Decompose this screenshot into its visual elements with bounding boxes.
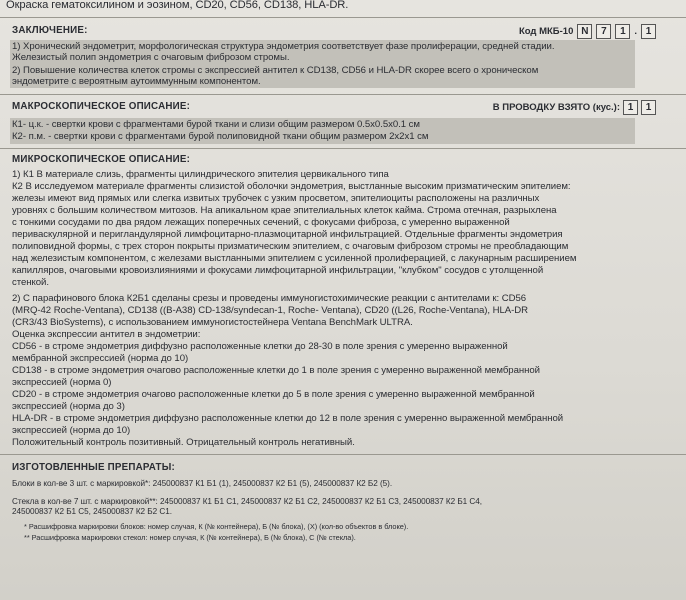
conclusion-heading: ЗАКЛЮЧЕНИЕ: xyxy=(12,25,88,36)
pieces-box: 1 xyxy=(641,100,656,115)
conclusion-line: эндометрите с вероятным аутоиммунным компонентом. xyxy=(12,76,261,87)
icd-code-label: Код МКБ-10 xyxy=(518,26,574,37)
micro-line: периваскулярной и перигландулярной лимфоцитарно-плазмоцитарной инфильтрацией. Отдельные фрагменты эндометрия xyxy=(12,229,563,240)
icd-box: N xyxy=(577,24,592,39)
micro-heading: МИКРОСКОПИЧЕСКОЕ ОПИСАНИЕ: xyxy=(12,154,191,165)
prepared-line: Блоки в кол-ве 3 шт. с маркировкой*: 245000837 К1 Б1 (1), 245000837 К2 Б1 (5), 245000837 К2 Б2 (5). xyxy=(12,479,393,488)
conclusion-line: 1) Хронический эндометрит, морфологическая структура эндометрия соответствует фазе пролиферации, средней стадии. xyxy=(12,41,555,52)
micro-line: с тонкими сосудами по два рядом лежащих поперечных сечений, с фокусами фиброза, с умеренно выраженной xyxy=(12,217,510,228)
footnote: ** Расшифровка маркировки стекол: номер случая, К (№ контейнера), Б (№ блока), С (№ стекла). xyxy=(24,533,356,542)
micro-line: уровнях с большим количеством митозов. На апикальном крае эпителиальных клеток кайма. Строма отечная, разрыхлена xyxy=(12,205,557,216)
divider xyxy=(0,94,686,95)
micro-line: экспрессией (норма 0) xyxy=(12,377,112,388)
macro-line: К2- п.м. - свертки крови с фрагментами бурой полиповидной ткани общим размером 2х2х1 см xyxy=(12,131,429,142)
micro-line: CD138 - в строме эндометрия очагово расположенные клетки до 1 в поле зрения с умеренно выраженной мембранной xyxy=(12,365,540,376)
micro-line: экспрессией (норма до 10) xyxy=(12,425,131,436)
micro-line: мембранной экспрессией (норма до 10) xyxy=(12,353,189,364)
prepared-line: Стекла в кол-ве 7 шт. с маркировкой**: 245000837 К1 Б1 С1, 245000837 К2 Б1 С2, 245000837 К2 Б1 С3, 245000837 К2 Б1 С4, xyxy=(12,497,483,506)
micro-line: 2) С парафинового блока К2Б1 сделаны срезы и проведены иммуногистохимические реакции с антителами к: CD56 xyxy=(12,293,527,304)
micro-line: железы имеют вид прямых или слегка извитых трубочек с узким просветом, эпителиоциты расположены на различных xyxy=(12,193,540,204)
micro-line: стенкой. xyxy=(12,277,49,288)
micro-line: HLA-DR - в строме эндометрия диффузно расположенные клетки до 12 в поле зрения с умеренно выраженной мембранной xyxy=(12,413,564,424)
conclusion-line: 2) Повышение количества клеток стромы с экспрессией антител к CD138, CD56 и HLA-DR скорее всего о хроническом xyxy=(12,65,539,76)
micro-line: Положительный контроль позитивный. Отрицательный контроль негативный. xyxy=(12,437,355,448)
micro-line: (CR3/43 BioSystems), с использованием иммуногистостейнера Ventana BenchMark ULTRA. xyxy=(12,317,413,328)
prepared-heading: ИЗГОТОВЛЕННЫЕ ПРЕПАРАТЫ: xyxy=(12,462,175,473)
pieces-taken-label: В ПРОВОДКУ ВЗЯТО (кус.): xyxy=(492,102,620,113)
macro-heading: МАКРОСКОПИЧЕСКОЕ ОПИСАНИЕ: xyxy=(12,101,191,112)
divider xyxy=(0,454,686,455)
micro-line: (MRQ-42 Roche-Ventana), CD138 ((B-A38) CD-138/syndecan-1, Roche- Ventana), CD20 ((L26, Roche-Ventana), HLA-DR xyxy=(12,305,529,316)
micro-line: капилляров, очаговыми кровоизлияниями и фокусами лимфоцитарной инфильтрации, "клубком" сосудов с утолщенной xyxy=(12,265,544,276)
icd-dot: . xyxy=(634,26,637,37)
icd-box: 7 xyxy=(596,24,611,39)
micro-line: 1) К1 В материале слизь, фрагменты цилиндрического эпителия цервикального типа xyxy=(12,169,389,180)
micro-line: полиповидной формы, с трех сторон покрыты призматическим эпителием, с очаговым фиброзом стромы не преобладающим xyxy=(12,241,569,252)
divider xyxy=(0,17,686,18)
pieces-box: 1 xyxy=(623,100,638,115)
icd-box: 1 xyxy=(615,24,630,39)
micro-line: CD56 - в строме эндометрия диффузно расположенные клетки до 28-30 в поле зрения с умеренно выраженной xyxy=(12,341,508,352)
icd-box: 1 xyxy=(641,24,656,39)
macro-line: К1- ц.к. - свертки крови с фрагментами бурой ткани и слизи общим размером 0.5х0.5х0.1 см xyxy=(12,119,420,130)
prepared-line: 245000837 К2 Б1 С5, 245000837 К2 Б2 С1. xyxy=(12,507,172,516)
micro-line: над железистым компонентом, с железами выстланными эпителием с усиленной пролиферацией, с лакунарным расширением xyxy=(12,253,577,264)
pieces-taken xyxy=(493,100,656,115)
micro-line: Оценка экспрессии антител в эндометрии: xyxy=(12,329,201,340)
conclusion-line: Железистый полип эндометрия с очаговым фиброзом стромы. xyxy=(12,52,290,63)
divider xyxy=(0,148,686,149)
micro-line: экспрессией (норма до 3) xyxy=(12,401,125,412)
micro-line: CD20 - в строме эндометрия очагово расположенные клетки до 5 в поле зрения с умеренно выраженной мембранной xyxy=(12,389,535,400)
micro-line: К2 В исследуемом материале фрагменты слизистой оболочки эндометрия, выстланные высоким призматическим эпителием: xyxy=(12,181,571,192)
footnote: * Расшифровка маркировки блоков: номер случая, К (№ контейнера), Б (№ блока), (Х) (кол-во объектов в блоке). xyxy=(24,522,409,531)
stain-line: Окраска гематоксилином и эозином, CD20, CD56, CD138, HLA-DR. xyxy=(6,0,349,11)
icd-code xyxy=(519,24,656,39)
